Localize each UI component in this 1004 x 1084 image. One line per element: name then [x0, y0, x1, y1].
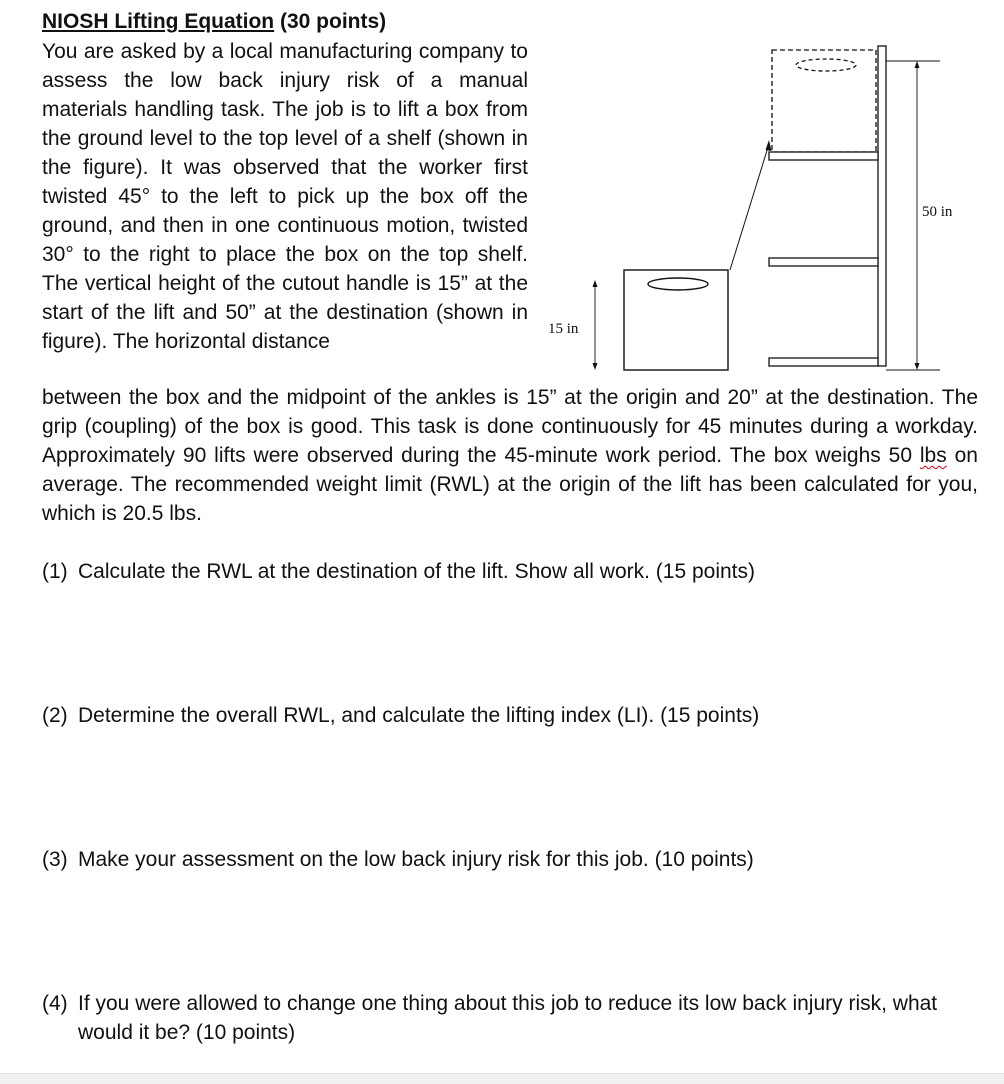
shelf-bottom: [769, 358, 878, 366]
question-4: [42, 989, 978, 1047]
question-4-number: (4): [42, 992, 68, 1015]
title-points: (30 points): [274, 10, 387, 33]
dimension-label-15: 15 in: [548, 321, 579, 337]
intro-narrow-text: You are asked by a local manufacturing company to assess the low back injury risk of a manual materials handling task. The job is to lift a box from the ground level to the top level of a shelf (shown in the figure). It was observed that the worker first twisted 45° to the left to pick up the box off the ground, and then in one continuous motion, twisted 30° to the right to place the box on the top shelf. The vertical height of the cutout handle is 15” at the start of the lift and 50” at the destination (shown in figure). The horizontal distance: [42, 40, 528, 353]
shelf-lift-figure: [540, 40, 970, 380]
shelf-post: [878, 46, 886, 366]
dimension-50-arrowhead-top: [915, 61, 920, 68]
question-3-text: Make your assessment on the low back injury risk for this job. (10 points): [78, 848, 754, 871]
title-main: NIOSH Lifting Equation: [42, 10, 275, 33]
intro-paragraph-narrow: [42, 37, 528, 356]
destination-box-dashed: [772, 50, 876, 152]
intro-wide-text: [42, 383, 978, 528]
problem-title: [42, 8, 386, 36]
question-2-text: Determine the overall RWL, and calculate the lifting index (LI). (15 points): [78, 704, 760, 727]
dimension-15-arrowhead-bottom: [593, 363, 598, 370]
dimension-50-arrowhead-bottom: [915, 363, 920, 370]
destination-handle-dashed: [796, 59, 856, 71]
lift-path-arrow: [730, 144, 769, 270]
dimension-15-arrowhead-top: [593, 280, 598, 287]
dimension-label-50: 50 in: [922, 204, 953, 220]
lift-path-arrowhead: [766, 140, 772, 151]
intro-wide-before: between the box and the midpoint of the ankles is 15” at the origin and 20” at the destination. The grip (coupling) of the box is good. This task is done continuously for 45 minutes during a workday. Approximately 90 lifts were observed during the 45-minute work period. The box weighs 50: [42, 386, 978, 467]
shelf-middle: [769, 258, 878, 266]
question-3-number: (3): [42, 848, 68, 871]
question-1-number: (1): [42, 560, 68, 583]
question-1-text: Calculate the RWL at the destination of the lift. Show all work. (15 points): [78, 560, 756, 583]
intro-wide-after: on average. The recommended weight limit (RWL) at the origin of the lift has been calculated for you, which is 20.5 lbs.: [42, 444, 978, 525]
intro-paragraph-wide: [42, 383, 978, 528]
question-4-text: If you were allowed to change one thing about this job to reduce its low back injury risk, what would it be? (10 points): [78, 992, 938, 1044]
spellcheck-flagged-word: lbs: [919, 444, 947, 467]
question-1: [42, 557, 978, 586]
shelf-top: [769, 152, 878, 160]
question-2-number: (2): [42, 704, 68, 727]
question-3: [42, 845, 978, 874]
window-bottom-bar: [0, 1073, 1004, 1084]
question-2: [42, 701, 978, 730]
origin-box: [624, 270, 728, 370]
